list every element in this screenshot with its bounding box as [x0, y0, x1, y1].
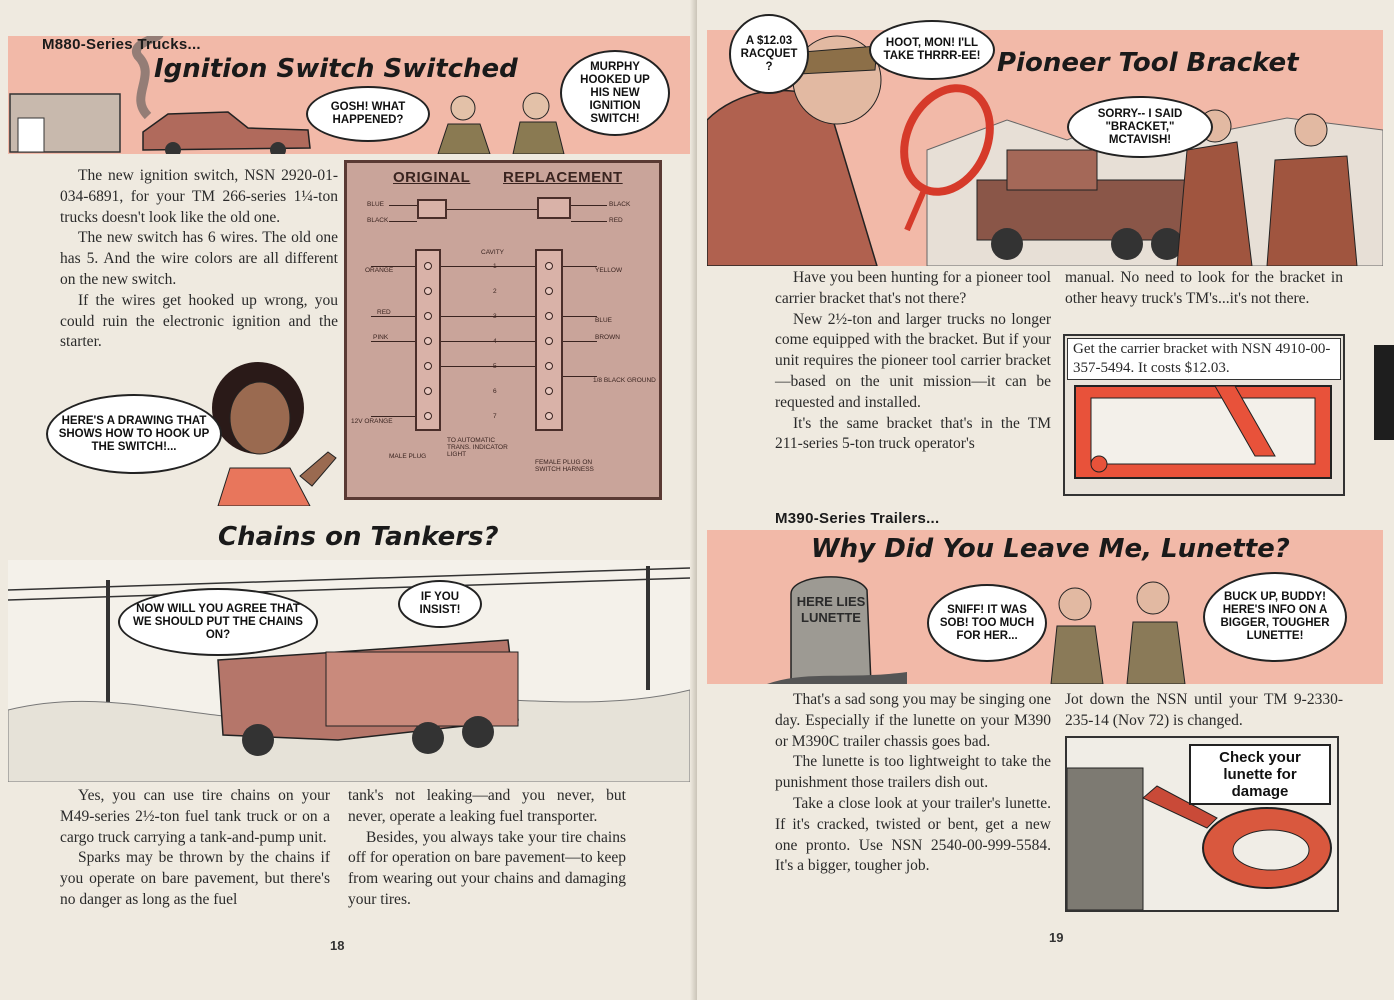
bracket-callout: Get the carrier bracket with NSN 4910-00-357-5494. It costs $12.03. — [1067, 338, 1341, 380]
plug-pin — [545, 387, 553, 395]
ignition-paragraph: The new switch has 6 wires. The old one has 5. And the wire colors are all different on the new switch. — [60, 229, 338, 288]
ignition-kicker: M880-Series Trucks... — [42, 36, 201, 53]
sorry-bubble: SORRY-- I SAID "BRACKET," MCTAVISH! — [1067, 96, 1213, 158]
right-page — [697, 0, 1394, 1000]
lunette-col2 — [1065, 690, 1343, 732]
plug-pin — [424, 387, 432, 395]
lunette-kicker: M390-Series Trailers... — [775, 510, 940, 527]
top-right-wire-label: RED — [609, 217, 623, 224]
top-left-wire-label: BLACK — [367, 217, 389, 224]
right-wire-label: YELLOW — [595, 267, 623, 274]
woman-illustration — [200, 356, 350, 506]
diagram-wire — [571, 205, 607, 206]
plug-pin — [424, 337, 432, 345]
diagram-wire — [571, 221, 607, 222]
right-wire-label: BLUE — [595, 317, 612, 324]
lunette-title: Why Did You Leave Me, Lunette? — [811, 534, 1290, 564]
buck-bubble: BUCK UP, BUDDY! HERE'S INFO ON A BIGGER, TOUGHER LUNETTE! — [1203, 572, 1347, 662]
chains-col1 — [60, 786, 330, 911]
drawing-bubble: HERE'S A DRAWING THAT SHOWS HOW TO HOOK UP THE SWITCH!... — [46, 394, 222, 474]
trans-indicator-note: TO AUTOMATIC TRANS. INDICATOR LIGHT — [447, 437, 508, 458]
diagram-wire — [371, 341, 415, 342]
plug-pin — [424, 312, 432, 320]
chains-paragraph: Besides, you always take your tire chains off for operation on bare pavement—to keep from wearing out your chains and damaging your tires. — [348, 828, 626, 908]
pioneer-col1 — [775, 268, 1051, 455]
pioneer-paragraph: It's the same bracket that's in the TM 211-series 5-ton truck operator's — [775, 414, 1051, 453]
ignition-title: Ignition Switch Switched — [154, 54, 518, 84]
chains-scene-art — [8, 560, 690, 782]
male-plug-label: MALE PLUG — [389, 453, 427, 460]
left-wire-label: PINK — [373, 334, 389, 341]
diagram-wire — [563, 341, 597, 342]
diagram-wire — [371, 416, 415, 417]
plug-pin — [545, 412, 553, 420]
female-plug-label: FEMALE PLUG ON SWITCH HARNESS — [535, 459, 594, 473]
tombstone-text: HERE LIES LUNETTE — [796, 594, 866, 625]
pioneer-title: Pioneer Tool Bracket — [997, 48, 1299, 78]
plug-pin — [545, 262, 553, 270]
pioneer-paragraph: New 2½-ton and larger trucks no longer come equipped with the bracket. But if your unit requires the pioneer tool carrier bracket—based on the unit mission—it can be requested and installed. — [775, 310, 1051, 411]
right-wire-label: BROWN — [595, 334, 620, 341]
diagram-wire — [371, 316, 415, 317]
plug-pin — [545, 312, 553, 320]
sniff-bubble: SNIFF! IT WAS SOB! TOO MUCH FOR HER... — [927, 584, 1047, 662]
cavity-label: CAVITY — [481, 249, 504, 256]
diagram-wire — [389, 205, 417, 206]
cavity-number: 2 — [493, 288, 497, 295]
diagram-wire — [389, 221, 417, 222]
diagram-wire — [563, 266, 597, 267]
ignition-paragraph: The new ignition switch, NSN 2920-01-034-6891, for your TM 266-series 1¼-ton trucks doesn't look like the old one. — [60, 167, 338, 226]
original-top-plug — [417, 199, 447, 219]
left-wire-label: 12V ORANGE — [351, 418, 393, 425]
now-bubble: NOW WILL YOU AGREE THAT WE SHOULD PUT THE CHAINS ON? — [118, 588, 318, 656]
lunette-col1 — [775, 690, 1051, 877]
right-wire-label: 1/8 BLACK GROUND — [593, 377, 656, 384]
lunette-box — [1065, 736, 1339, 912]
page-number-left: 18 — [330, 938, 345, 953]
plug-pin — [545, 362, 553, 370]
lunette-paragraph: Jot down the NSN until your TM 9-2330-235-14 (Nov 72) is changed. — [1065, 691, 1343, 729]
pioneer-paragraph: Have you been hunting for a pioneer tool carrier bracket that's not there? — [775, 269, 1051, 307]
replacement-top-plug — [537, 197, 571, 219]
lunette-paragraph: The lunette is too lightweight to take the punishment those trailers dish out. — [775, 753, 1051, 792]
diagram-wire — [563, 316, 597, 317]
check-lunette-label: Check your lunette for damage — [1189, 744, 1331, 805]
top-right-wire-label: BLACK — [609, 201, 631, 208]
page-edge-tab — [1374, 345, 1394, 440]
pioneer-col2 — [1065, 268, 1343, 310]
murphy-bubble: MURPHY HOOKED UP HIS NEW IGNITION SWITCH! — [560, 50, 670, 136]
plug-pin — [424, 287, 432, 295]
page-number-right: 19 — [1049, 930, 1064, 945]
bracket-box — [1063, 334, 1345, 496]
diagram-wire — [441, 366, 535, 367]
replacement-label: REPLACEMENT — [503, 169, 623, 186]
diagram-wire — [563, 376, 597, 377]
left-wire-label: ORANGE — [365, 267, 394, 274]
plug-pin — [424, 412, 432, 420]
plug-pin — [545, 287, 553, 295]
plug-pin — [424, 262, 432, 270]
chains-paragraph: Yes, you can use tire chains on your M49-series 2½-ton fuel tank truck or on a cargo truck carrying a tank-and-pump unit. — [60, 787, 330, 846]
chains-paragraph: tank's not leaking—and you never, but never, operate a leaking fuel transporter. — [348, 787, 626, 825]
chains-paragraph: Sparks may be thrown by the chains if you operate on bare pavement, but there's no danger as long as the fuel — [60, 849, 330, 908]
chains-col2 — [348, 786, 626, 911]
gosh-bubble: GOSH! WHAT HAPPENED? — [306, 86, 430, 142]
original-label: ORIGINAL — [393, 169, 471, 186]
hoot-bubble: HOOT, MON! I'LL TAKE THRRR-EE! — [869, 20, 995, 80]
left-wire-label: RED — [377, 309, 391, 316]
cavity-number: 7 — [493, 413, 497, 420]
wiring-diagram — [344, 160, 662, 500]
cavity-number: 6 — [493, 388, 497, 395]
racquet-bubble: A $12.03 RACQUET ? — [729, 14, 809, 94]
ignition-body — [60, 166, 338, 353]
diagram-wire — [441, 316, 535, 317]
pioneer-paragraph: manual. No need to look for the bracket in other heavy truck's TM's...it's not there. — [1065, 269, 1343, 307]
ignition-paragraph: If the wires get hooked up wrong, you could ruin the electronic ignition and the starter. — [60, 291, 338, 351]
lunette-paragraph: That's a sad song you may be singing one day. Especially if the lunette on your M390 or M390C trailer chassis goes bad. — [775, 691, 1051, 750]
insist-bubble: IF YOU INSIST! — [398, 580, 482, 628]
diagram-wire — [441, 341, 535, 342]
diagram-wire — [447, 209, 537, 210]
plug-pin — [545, 337, 553, 345]
lunette-paragraph: Take a close look at your trailer's lunette. If it's cracked, twisted or bent, get a new one pronto. Use NSN 2540-00-999-5584. It's a bigger, tougher job. — [775, 794, 1051, 875]
diagram-wire — [441, 266, 535, 267]
top-left-wire-label: BLUE — [367, 201, 384, 208]
plug-pin — [424, 362, 432, 370]
chains-title: Chains on Tankers? — [218, 522, 499, 552]
